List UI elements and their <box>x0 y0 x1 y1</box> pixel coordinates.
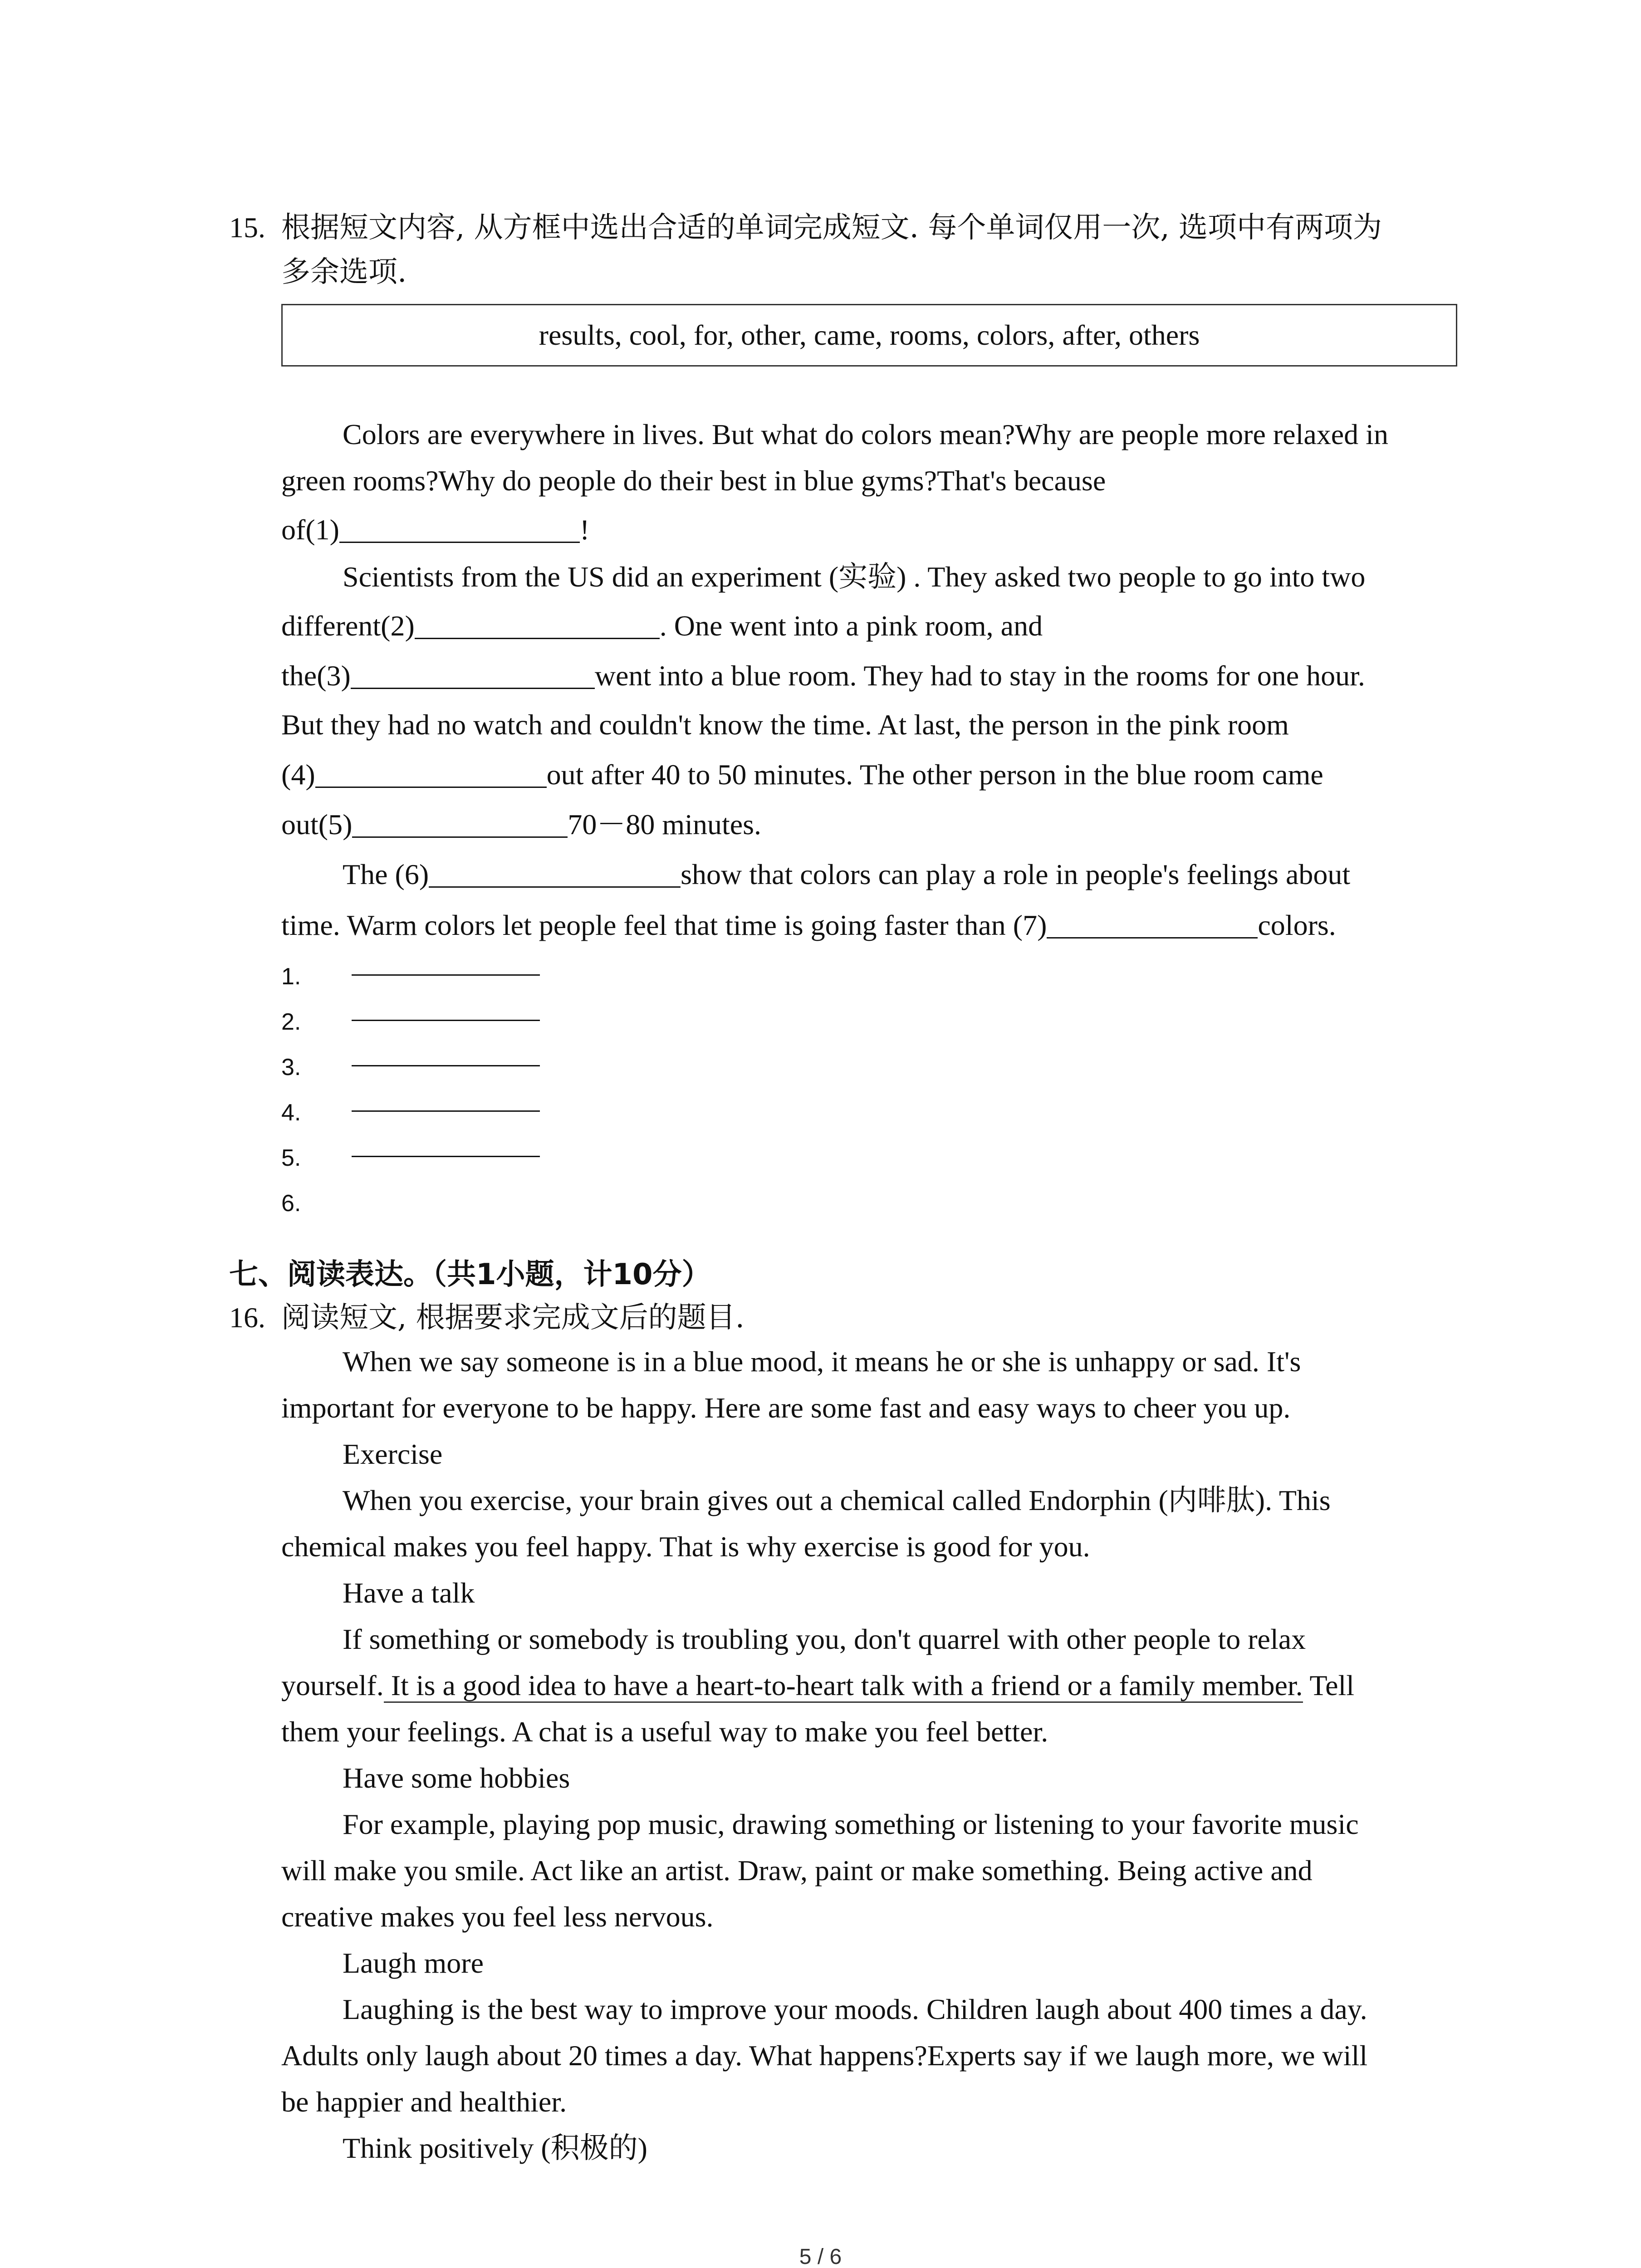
blank-6[interactable] <box>429 858 681 888</box>
passage-line-blank-1 <box>281 512 589 548</box>
passage-subheading-think: Think positively (积极的) <box>343 2132 647 2164</box>
blank-5[interactable] <box>352 808 568 838</box>
passage-subheading-exercise: Exercise <box>343 1438 443 1470</box>
answer-label-6: 6. <box>281 1190 301 1217</box>
answer-line-5[interactable] <box>352 1156 540 1157</box>
blank-label: of(1) <box>281 513 339 546</box>
answer-label-2: 2. <box>281 1009 301 1035</box>
question-15-instruction-line1: 根据短文内容, 从方框中选出合适的单词完成短文. 每个单词仅用一次, 选项中有两项为 <box>281 211 1382 244</box>
question-15-number: 15. <box>229 211 265 244</box>
question-16-number: 16. <box>229 1301 265 1334</box>
passage-line: creative makes you feel less nervous. <box>281 1901 714 1933</box>
answer-line-2[interactable] <box>352 1020 540 1021</box>
passage-line: Colors are everywhere in lives. But what do colors mean?Why are people more relaxed in <box>343 418 1388 450</box>
passage-text: went into a blue room. They had to stay in the rooms for one hour. <box>594 660 1365 692</box>
blank-2[interactable] <box>415 610 660 639</box>
passage-line-blank-7 <box>281 907 1336 943</box>
passage-text: out after 40 to 50 minutes. The other person in the blue room came <box>546 758 1323 791</box>
passage-line: But they had no watch and couldn't know the time. At last, the person in the pink room <box>281 709 1289 741</box>
passage-line: important for everyone to be happy. Here are some fast and easy ways to cheer you up. <box>281 1392 1291 1424</box>
passage-line-underlined <box>281 1667 1354 1704</box>
passage-text: colors. <box>1258 909 1336 941</box>
answer-line-1[interactable] <box>352 974 540 976</box>
passage-line: Adults only laugh about 20 times a day. What happens?Experts say if we laugh more, we will <box>281 2039 1368 2072</box>
word-bank-box <box>281 304 1457 367</box>
blank-label: the(3) <box>281 660 351 692</box>
passage-text: ! <box>579 513 590 546</box>
passage-subheading-talk: Have a talk <box>343 1577 475 1609</box>
passage-text: yourself. <box>281 1669 384 1701</box>
passage-line-blank-6 <box>343 856 1350 893</box>
passage-line: When you exercise, your brain gives out a chemical called Endorphin (内啡肽). This <box>343 1484 1331 1516</box>
passage-line-blank-2 <box>281 608 1043 644</box>
answer-label-4: 4. <box>281 1100 301 1126</box>
page-number: 5 / 6 <box>799 2245 842 2268</box>
blank-label: out(5) <box>281 808 353 841</box>
answer-line-4[interactable] <box>352 1110 540 1112</box>
passage-subheading-hobbies: Have some hobbies <box>343 1762 570 1794</box>
answer-label-1: 1. <box>281 963 301 990</box>
passage-text: Tell <box>1303 1669 1355 1701</box>
passage-line: them your feelings. A chat is a useful way to make you feel better. <box>281 1716 1048 1748</box>
passage-text: time. Warm colors let people feel that time is going faster than (7) <box>281 909 1047 941</box>
underlined-sentence: It is a good idea to have a heart-to-heart talk with a friend or a family member. <box>384 1669 1303 1703</box>
question-15-instruction-line2: 多余选项. <box>281 255 407 289</box>
passage-line: chemical makes you feel happy. That is why exercise is good for you. <box>281 1530 1090 1563</box>
blank-label: different(2) <box>281 610 415 642</box>
blank-1[interactable] <box>339 513 580 543</box>
passage-line: When we say someone is in a blue mood, it means he or she is unhappy or sad. It's <box>343 1345 1301 1378</box>
blank-label: The (6) <box>343 858 429 890</box>
passage-text: show that colors can play a role in people's feelings about <box>681 858 1351 890</box>
blank-4[interactable] <box>315 758 547 788</box>
passage-line: will make you smile. Act like an artist. Draw, paint or make something. Being active and <box>281 1854 1313 1887</box>
section-heading: 七、阅读表达。（共1小题，计10分） <box>229 1258 711 1291</box>
passage-line: green rooms?Why do people do their best in blue gyms?That's because <box>281 464 1106 497</box>
passage-subheading-laugh: Laugh more <box>343 1947 484 1979</box>
word-bank-text: results, cool, for, other, came, rooms, colors, after, others <box>539 319 1200 351</box>
passage-line: For example, playing pop music, drawing something or listening to your favorite music <box>343 1808 1359 1840</box>
passage-line-blank-5 <box>281 807 761 843</box>
question-16-instruction: 阅读短文, 根据要求完成文后的题目. <box>281 1301 745 1334</box>
passage-line: be happier and healthier. <box>281 2086 567 2118</box>
blank-3[interactable] <box>351 660 595 689</box>
answer-label-5: 5. <box>281 1145 301 1171</box>
answer-label-3: 3. <box>281 1054 301 1080</box>
passage-line-blank-3 <box>281 658 1365 694</box>
passage-text: . One went into a pink room, and <box>659 610 1043 642</box>
answer-line-3[interactable] <box>352 1065 540 1066</box>
passage-line: Scientists from the US did an experiment (实验) . They asked two people to go into two <box>343 561 1366 593</box>
passage-text: 70－80 minutes. <box>568 808 762 841</box>
blank-label: (4) <box>281 758 315 791</box>
blank-7[interactable] <box>1047 909 1258 938</box>
passage-line-blank-4 <box>281 757 1323 793</box>
passage-line: Laughing is the best way to improve your moods. Children laugh about 400 times a day. <box>343 1993 1367 2025</box>
passage-line: If something or somebody is troubling you, don't quarrel with other people to relax <box>343 1623 1306 1655</box>
